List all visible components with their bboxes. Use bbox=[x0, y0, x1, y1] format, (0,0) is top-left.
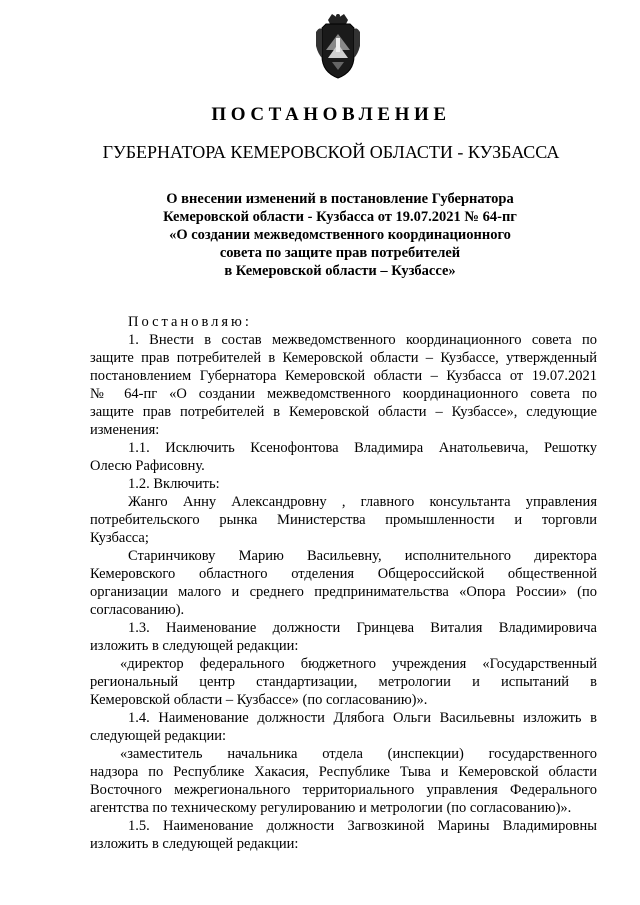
entry-starinchikova bbox=[90, 547, 597, 619]
body-line: изложить в следующей редакции: bbox=[90, 836, 299, 852]
item-1 bbox=[90, 331, 597, 439]
body-line: «заместитель начальника отдела (инспекции) государственного bbox=[120, 746, 597, 762]
body-line: Восточного межрегионального территориального управления Федерального bbox=[90, 782, 597, 798]
document-body bbox=[90, 313, 597, 853]
body-line: следующей редакции: bbox=[90, 728, 227, 744]
body-line: Жанго Анну Александровну , главного консультанта управления bbox=[128, 494, 597, 510]
body-line: надзора по Республике Хакасия, Республике Тыва и Кемеровской области bbox=[90, 764, 597, 780]
body-line: Старинчикову Марию Васильевну, исполнительного директора bbox=[128, 548, 597, 564]
item-1-4 bbox=[90, 709, 597, 745]
body-line: Кемеровской области – Кузбассе» (по согласованию)». bbox=[90, 692, 428, 708]
resolve-text: Постановляю: bbox=[128, 314, 252, 330]
body-line: Кузбасса; bbox=[90, 530, 149, 546]
document-title bbox=[120, 190, 560, 280]
body-line: изложить в следующей редакции: bbox=[90, 638, 299, 654]
issuer-heading: ГУБЕРНАТОРА КЕМЕРОВСКОЙ ОБЛАСТИ - КУЗБАССА bbox=[102, 142, 560, 162]
quote-2 bbox=[90, 745, 597, 817]
body-line: постановлением Губернатора Кемеровской области – Кузбасса от 19.07.2021 bbox=[90, 368, 597, 384]
title-line: Кемеровской области - Кузбасса от 19.07.2021 № 64-пг bbox=[163, 209, 517, 225]
body-line: «директор федерального бюджетного учреждения «Государственный bbox=[120, 656, 597, 672]
title-line: О внесении изменений в постановление Губернатора bbox=[166, 191, 514, 207]
item-1-3 bbox=[90, 619, 597, 655]
title-line: совета по защите прав потребителей bbox=[219, 245, 461, 261]
body-line: организации малого и среднего предпринимательства «Опора России» (по bbox=[90, 584, 597, 600]
body-line: 1.3. Наименование должности Гринцева Виталия Владимировича bbox=[128, 620, 597, 636]
body-line: защите прав потребителей в Кемеровской области – Кузбассе», следующие bbox=[90, 404, 597, 420]
body-line: 1. Внести в состав межведомственного координационного совета по bbox=[128, 332, 597, 348]
title-line: «О создании межведомственного координационного bbox=[169, 227, 511, 243]
body-line: № 64-пг «О создании межведомственного координационного совета по bbox=[90, 386, 597, 402]
body-line: Олесю Рафисовну. bbox=[90, 458, 205, 474]
body-line: 1.5. Наименование должности Загвозкиной Марины Владимировны bbox=[128, 818, 597, 834]
coat-of-arms-emblem bbox=[312, 12, 364, 80]
body-line: согласованию). bbox=[90, 602, 185, 618]
body-line: потребительского рынка Министерства промышленности и торговли bbox=[90, 512, 597, 528]
item-1-1 bbox=[90, 439, 597, 475]
body-line: защите прав потребителей в Кемеровской области – Кузбассе, утвержденный bbox=[90, 350, 597, 366]
quote-1 bbox=[90, 655, 597, 709]
body-line: Кемеровского областного отделения Общероссийской общественной bbox=[90, 566, 597, 582]
document-type-heading: ПОСТАНОВЛЕНИЕ bbox=[211, 104, 451, 125]
body-line: региональный центр стандартизации, метрологии и испытаний в bbox=[90, 674, 597, 690]
body-line: изменения: bbox=[90, 422, 160, 438]
item-1-2: 1.2. Включить: bbox=[128, 476, 220, 492]
title-line: в Кемеровской области – Кузбассе» bbox=[224, 263, 456, 279]
body-line: 1.4. Наименование должности Длябога Ольги Васильевны изложить в bbox=[128, 710, 597, 726]
body-line: 1.1. Исключить Ксенофонтова Владимира Анатольевича, Решотку bbox=[128, 440, 597, 456]
body-line: агентства по техническому регулированию и метрологии (по согласованию)». bbox=[90, 800, 572, 816]
item-1-5 bbox=[90, 817, 597, 853]
entry-zhango bbox=[90, 493, 597, 547]
